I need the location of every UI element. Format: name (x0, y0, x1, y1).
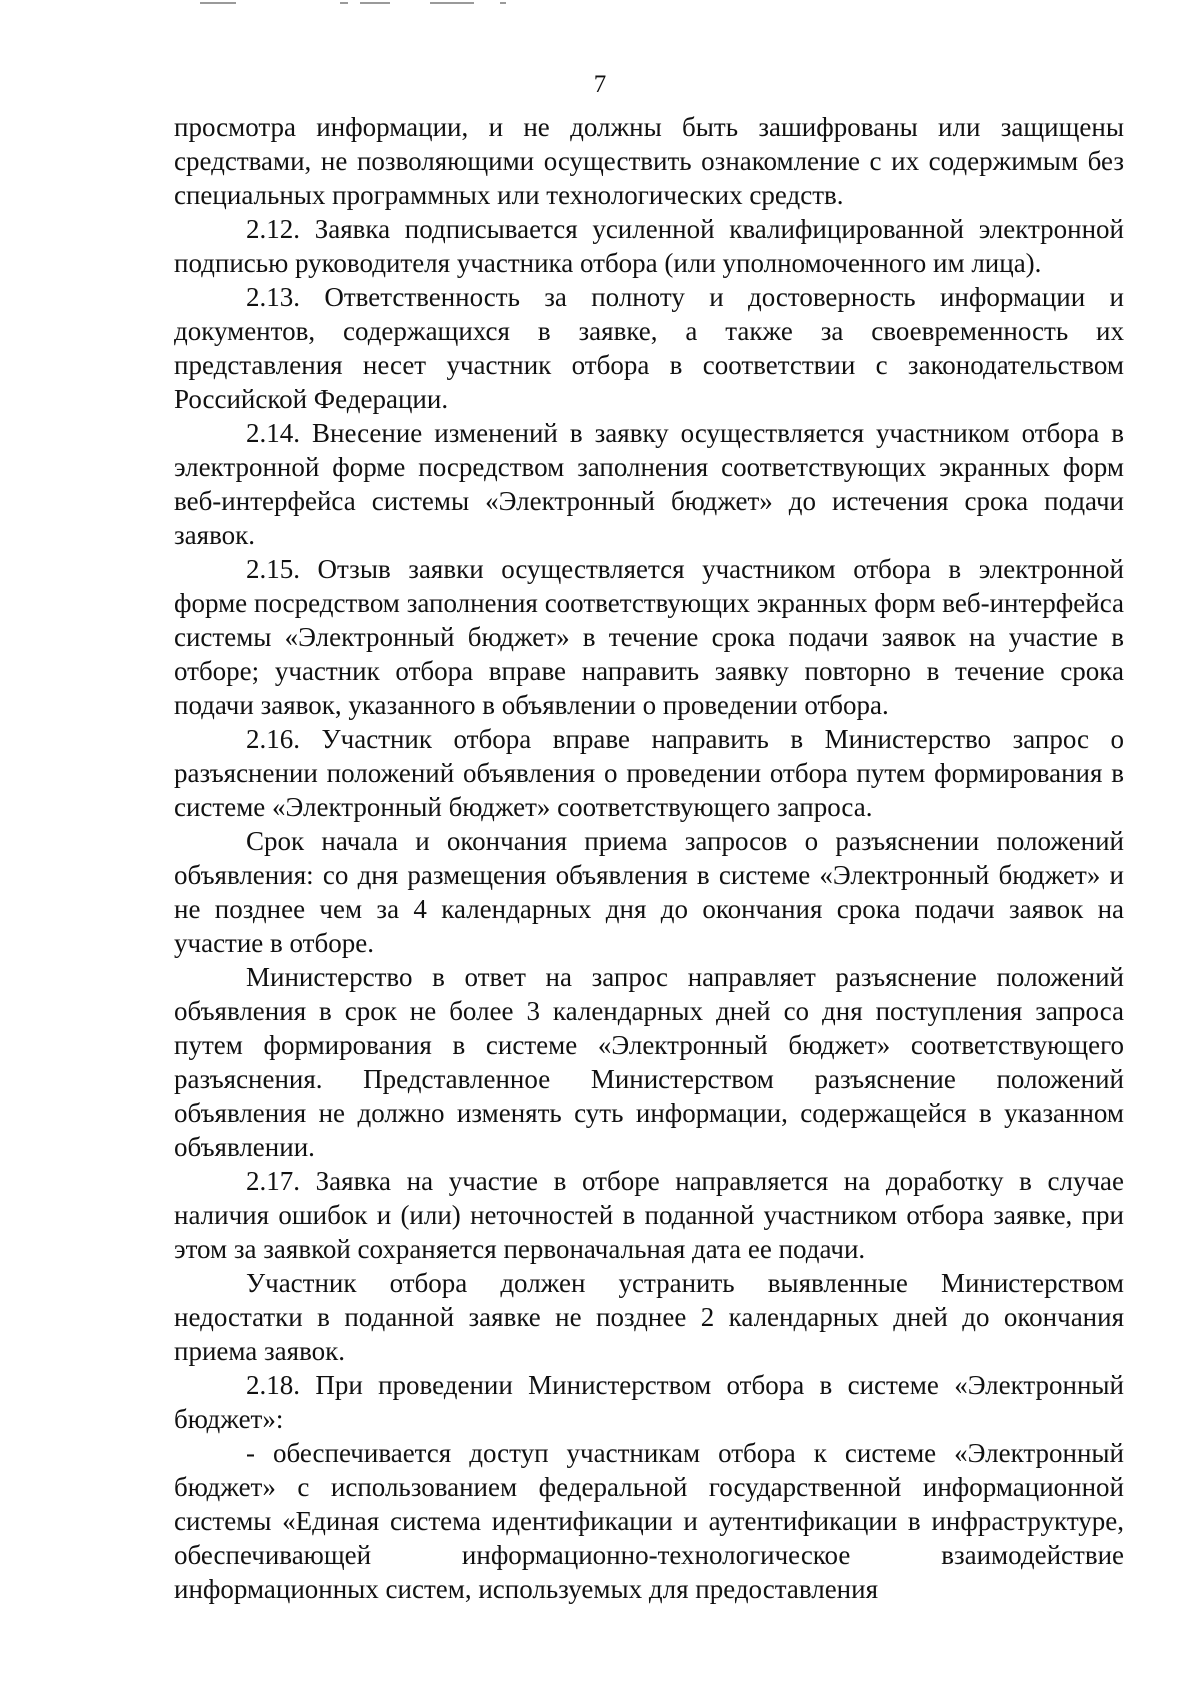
paragraph-2-14: 2.14. Внесение изменений в заявку осуществляется участником отбора в электронной форме посредством заполнения соответствующих экранных форм веб-интерфейса системы «Электронный бюджет» до истечения срока подачи заявок. (174, 418, 1124, 550)
paragraph-2-18: 2.18. При проведении Министерством отбора в системе «Электронный бюджет»: (174, 1370, 1124, 1434)
paragraph-2-17: 2.17. Заявка на участие в отборе направляется на доработку в случае наличия ошибок и (или) неточностей в поданной участником отбора заявке, при этом за заявкой сохраняется первоначальная дата ее подачи. (174, 1166, 1124, 1264)
paragraph-2-18-access: - обеспечивается доступ участникам отбора к системе «Электронный бюджет» с использованием федеральной государственной информационной системы «Единая система идентификации и аутентификации в инфраструктуре, обеспечивающей информационно-технологическое взаимодействие информационных систем, используемых для предоставления (174, 1438, 1124, 1604)
paragraph-continuation: просмотра информации, и не должны быть зашифрованы или защищены средствами, не позволяющими осуществить ознакомление с их содержимым без специальных программных или технологических средств. (174, 112, 1124, 210)
paragraph-2-16-deadline: Срок начала и окончания приема запросов о разъяснении положений объявления: со дня размещения объявления в системе «Электронный бюджет» и не позднее чем за 4 календарных дня до окончания срока подачи заявок на участие в отборе. (174, 826, 1124, 958)
document-body (174, 110, 1124, 1606)
paragraph-2-12: 2.12. Заявка подписывается усиленной квалифицированной электронной подписью руководителя участника отбора (или уполномоченного им лица). (174, 214, 1124, 278)
paragraph-2-16-response: Министерство в ответ на запрос направляет разъяснение положений объявления в срок не более 3 календарных дней со дня поступления запроса путем формирования в системе «Электронный бюджет» соответствующего разъяснения. Представленное Министерством разъяснение положений объявления не должно изменять суть информации, содержащейся в указанном объявлении. (174, 962, 1124, 1162)
paragraph-2-15: 2.15. Отзыв заявки осуществляется участником отбора в электронной форме посредством заполнения соответствующих экранных форм веб-интерфейса системы «Электронный бюджет» в течение срока подачи заявок на участие в отборе; участник отбора вправе направить заявку повторно в течение срока подачи заявок, указанного в объявлении о проведении отбора. (174, 554, 1124, 720)
page-number: 7 (593, 71, 607, 98)
paragraph-2-16: 2.16. Участник отбора вправе направить в Министерство запрос о разъяснении положений объявления о проведении отбора путем формирования в системе «Электронный бюджет» соответствующего запроса. (174, 724, 1124, 822)
scan-artifact-marks (200, 0, 540, 8)
paragraph-2-13: 2.13. Ответственность за полноту и достоверность информации и документов, содержащихся в заявке, а также за своевременность их представления несет участник отбора в соответствии с законодательством Российской Федерации. (174, 282, 1124, 414)
paragraph-2-17-correction: Участник отбора должен устранить выявленные Министерством недостатки в поданной заявке не позднее 2 календарных дней до окончания приема заявок. (174, 1268, 1124, 1366)
